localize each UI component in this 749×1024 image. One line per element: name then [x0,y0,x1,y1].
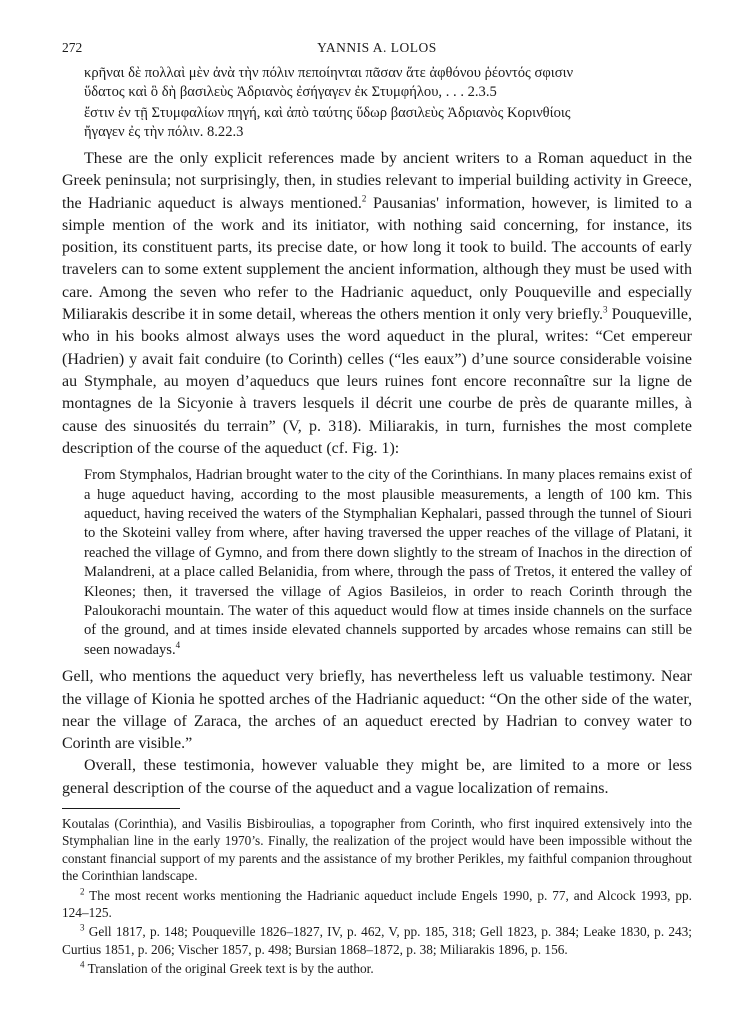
greek-quote [84,64,692,102]
greek-quote-line: ἔστιν ἐν τῇ Στυμφαλίων πηγή, καὶ ἀπὸ ταύτης ὕδωρ βασιλεὺς Ἀδριανὸς Κορινθίοις [84,105,571,121]
greek-quote-line: ἤγαγεν ἐς τὴν πόλιν. 8.22.3 [84,124,244,140]
footnotes [62,815,692,978]
greek-quote-line: ὕδατος καὶ ὃ δὴ βασιλεὺς Ἀδριανὸς ἐσήγαγεν ἐκ Στυμφήλου, . . . 2.3.5 [84,84,497,100]
paragraph-text: These are the only explicit references made by ancient writers to a Roman aqueduct in the Greek peninsula; not surprisingly, then, in studies relevant to imperial building activity in Greece, the Hadrianic aqueduct is always mentioned. [62,150,692,212]
greek-quote-line: κρῆναι δὲ πολλαὶ μὲν ἀνὰ τὴν πόλιν πεποίηνται πᾶσαν ἅτε ἀφθόνου ῥέοντός σφισιν [84,65,574,81]
body-text [62,148,692,800]
footnote-ref: 3 [603,304,608,315]
footnote-ref: 2 [361,193,367,204]
footnote-number: 4 [80,959,85,970]
page [62,40,692,980]
block-quote-text: From Stymphalos, Hadrian brought water to the city of the Corinthians. In many places remains exist of a huge aqueduct having, according to the most plausible measurements, a length of 100 km. This aqueduct, having received the waters of the Stymphalian Kephalari, passed through the tunnel of Siouri to the Skoteini valley from where, after having traversed the upper reaches of the village of Platani, it reached the village of Gymno, and from there down slightly to the stream of Inachos in the direction of Malandreni, at a place called Belanidia, from where, through the pass of Tretos, it entered the valley of Kleones; then, it traversed the village of Agios Basileios, in order to reach Corinth through the Paloukorachi mountain. The water of this aqueduct would flow at times inside channels on the surface of the ground, and at times inside elevated channels supported by arcades whose remains can still be seen nowadays. [84,467,692,658]
greek-quote [84,104,692,142]
footnote-number: 2 [80,886,85,897]
footnote-number: 3 [80,923,85,934]
greek-quotations [84,64,692,142]
footnote [62,887,692,922]
paragraph [62,148,692,460]
paragraph-text: Pausanias' information, however, is limited to a simple mention of the work and its initiator, with nothing said concerning, for instance, its position, its constituent parts, its precise date, or how long it took to build. The accounts of early travelers can to some extent supplement the ancient information, although they must be used with care. Among the seven who refer to the Hadrianic aqueduct, only Pouqueville and especially Miliarakis describe it in some detail, whereas the others mention it only very briefly. [62,194,693,324]
footnote-ref: 4 [175,639,181,650]
running-head: YANNIS A. LOLOS [317,40,437,55]
footnote-text: Gell 1817, p. 148; Pouqueville 1826–1827, IV, p. 462, V, pp. 185, 318; Gell 1823, p. 384; Leake 1830, p. 243; Curtius 1851, p. 206; Vischer 1857, p. 498; Bursian 1868–1872, p. 38; Miliarakis 1896, p. 156. [62,924,692,957]
paragraph: Gell, who mentions the aqueduct very briefly, has nevertheless left us valuable testimony. Near the village of Kionia he spotted arches of the Hadrianic aqueduct: “On the other side of the water, near the village of Zaraca, the arches of an aqueduct erected by Hadrian to convey water to Corinth are visible.” [62,668,692,753]
footnote-text: Translation of the original Greek text is by the author. [84,961,374,977]
paragraph: Overall, these testimonia, however valuable they might be, are limited to a more or less general description of the course of the aqueduct and a vague localization of remains. [62,757,692,797]
paragraph-text: Pouqueville, who in his books almost always uses the word aqueduct in the plural, writes: “Cet empereur (Hadrien) y avait fait conduire (to Corinth) celles (“les eaux”) d’une source considerable voisine au Stymphale, au moyen d’aqueducs que leurs ruines font encore reconnaître sur la ligne de montagnes de la Sicyonie à travers lesquels il décrit une courbe de près de quarante milles, à cause des sinuosités du terrain” (V, p. 318). Miliarakis, in turn, furnishes the most complete description of the course of the aqueduct (cf. Fig. 1): [62,306,693,457]
footnote [62,960,692,977]
footnote-text: The most recent works mentioning the Hadrianic aqueduct include Engels 1990, p. 77, and Alcock 1993, pp. 124–125. [62,887,692,921]
page-header [62,40,692,62]
page-number: 272 [62,40,83,55]
block-quote [84,466,692,660]
footnote: Koutalas (Corinthia), and Vasilis Bisbiroulias, a topographer from Corinth, who first inquired extensively into the Stymphalian line in the early 1970’s. Finally, the realization of the project would have been impossible without the constant financial support of my parents and the assistance of my brother Perikles, my faithful companion throughout the Corinthian landscape. [62,816,692,884]
footnote-divider [62,808,180,809]
footnote [62,923,692,958]
